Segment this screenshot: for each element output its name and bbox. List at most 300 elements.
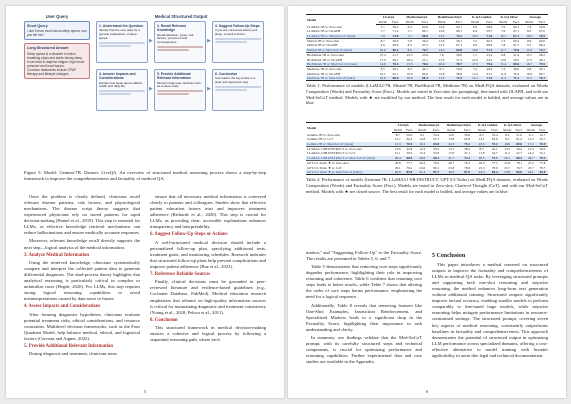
subcolumn-header: Fact. — [405, 127, 413, 132]
table-cell: 67.5 — [422, 43, 428, 48]
figure-step-title: 3. Suggest Follow-Up Steps — [215, 24, 260, 28]
table-cell: 11.2 — [522, 76, 536, 81]
table-cell: 13.6 — [432, 38, 451, 43]
paragraph: Finally, clinical decisions must be grounded in peer-reviewed literature and evidence-based guidelines (e.g., Cochrane Database, PubMed). Medical education research emphasizes that reliance on high-quality information sources is critical for maintaining diagnostic and treatment consistency (Young et al., 2020; Peluca et al., 2011). — [150, 279, 266, 315]
arrow-right-icon: ▶ — [207, 39, 211, 44]
subcolumn-header: Fact. — [510, 19, 522, 24]
table-cell: 49.1 — [390, 67, 402, 72]
figure-step-title: 1. Understand the Question — [99, 24, 144, 28]
figure-query-column — [24, 14, 90, 82]
subcolumn-header: Fact. — [536, 19, 548, 24]
figure-short-query-text: I don't know much about sleep apnea, can you tell me? — [27, 29, 87, 38]
table-cell: 10.9 — [526, 71, 533, 76]
table-cell: 17.5 — [467, 62, 482, 67]
paragraph: Using the retrieved knowledge, clinicians systematically compare and interpret the collected patient data to generate differential diagnoses. The dual-process theory highlights that analytical reasoning is particularly critical in complex or unfamiliar cases (Hegde, 2020). For LLMs, this step requires strong logical reasoning capabilities to avoid misinterpretations caused by data noise or biases. — [24, 259, 140, 302]
table-cell: 10.0 — [467, 48, 482, 53]
table-cell: 38.2 — [460, 146, 475, 151]
table-cell: 50.1 — [536, 67, 548, 72]
table-cell: 73.7 — [536, 48, 548, 53]
column-header: K-QA Silver — [496, 15, 522, 20]
table-cell: 12.6 — [438, 29, 445, 34]
table-cell: 20.4 — [406, 57, 413, 62]
table-cell: 71.2 — [483, 48, 496, 53]
table-cell: 10.6 — [376, 48, 390, 53]
paragraph: A well-structured medical decision should include a personalized follow-up plan, specifying additional tests, treatment goals, and monitoring schedules. Research indicates that structured follow-up plans help prevent complications and improve patient adherence (Buz et al., 2023). — [150, 239, 266, 269]
table-cell: 6.3 — [401, 67, 417, 72]
figure-text-line — [99, 93, 131, 95]
table-cell: 39.0 — [537, 146, 548, 151]
table-cell: 68.4 — [418, 76, 432, 81]
column-header: Model — [306, 15, 376, 25]
table-cell: 10.0 — [401, 76, 417, 81]
table-cell: 79.6 — [483, 62, 496, 67]
table-cell: 29.1 — [394, 165, 401, 170]
model-name-cell: LLaMA2-7B w/ OLAPH — [307, 29, 341, 34]
table-cell: 8.7 — [395, 132, 400, 137]
results-table-2 — [306, 122, 548, 175]
table-cell: 21.7 — [390, 53, 402, 58]
table-cell: 23.3 — [478, 165, 485, 170]
table-cell: 39.4 — [514, 146, 525, 151]
table-cell: 65.8 — [430, 142, 443, 147]
left-page-column-1 — [24, 194, 140, 359]
table-cell: 14.9 — [376, 62, 390, 67]
table-cell: 70.7 — [418, 48, 432, 53]
table-cell: 63.1 — [486, 71, 493, 76]
table-cell: 50.0 — [406, 132, 413, 137]
table-cell: 70.6 — [418, 62, 432, 67]
table-cell: 8.2 — [401, 48, 417, 53]
table-cell: 9.0 — [380, 43, 385, 48]
figure-text-line — [215, 41, 247, 43]
table-cell: 12.0 — [438, 24, 445, 29]
figure-step-text: Mention diagnosis methods such as a sleep study. — [157, 80, 201, 89]
table-cell: 69.1 — [422, 29, 428, 34]
table-cell: 58.2 — [392, 24, 399, 29]
table-cell: 12.1 — [496, 34, 510, 39]
table-cell: 20.9 — [392, 170, 404, 175]
figure-step-title: 6. Conclusion — [215, 72, 238, 76]
figure-text-line — [215, 89, 247, 91]
table-cell: 7.8 — [432, 53, 451, 58]
page-right — [288, 6, 566, 398]
table-cell: 7.9 — [527, 24, 532, 29]
subcolumn-header: Words — [401, 19, 417, 24]
table-cell: 25.8 — [448, 165, 455, 170]
paragraph: This structured framework in medical decision-making ensures a cohesive and logical process by following a sequential reasoning path, where each — [150, 325, 266, 343]
table-cell: 69.1 — [392, 57, 399, 62]
table-cell: 68.6 — [486, 43, 493, 48]
figure-long-answer-line: It can lead to daytime fatigue, high blood pressure and heart issues. — [27, 59, 85, 68]
table-cell: 67.1 — [513, 29, 520, 34]
model-name-cell: LLaMA3-1-8B-INSTRUCT w/ CoT — [307, 151, 356, 156]
table-cell: 63.0 — [491, 137, 498, 142]
table-cell: 17.5 — [526, 57, 533, 62]
table-cell: 8.9 — [522, 38, 536, 43]
table-cell: 15.5 — [401, 62, 417, 67]
paragraph: During diagnosis and treatment, clinicians must — [29, 351, 117, 357]
table-cell: 67.0 — [539, 29, 545, 34]
table-cell: 71.6 — [483, 34, 496, 39]
table-cell: 23.1 — [422, 57, 428, 62]
subcolumn-header: Fact. — [483, 19, 496, 24]
table-cell: 8.1 — [420, 132, 425, 137]
table-cell: 12.8 — [419, 137, 426, 142]
section-heading: 6. Suggest Follow-Up Steps or Actions — [150, 232, 228, 238]
paragraph: This paper introduces a method centered on structured outputs to improve the factuality and comprehensiveness of LLMs in medical QA tasks. By leveraging structured prompts and supporting both one-shot reasoning and stepwise reasoning, the method enhances long-form text generation without additional training. Structured outputs significantly improve factual accuracy, enabling smaller models to perform comparably to fine-tuned large models, while stepwise reasoning helps mitigate performance limitations in resource-constrained settings. The structured prompt, covering seven key aspects of medical reasoning, consistently outperforms baselines in factuality and comprehensiveness. This approach demonstrates the potential of structured output in optimizing LLM performance across specialized domains, offering a cost-effective alternative to model training with broader applicability in areas like legal and technical documentation. — [432, 261, 548, 358]
figure-long-answer-box — [24, 43, 90, 78]
subcolumn-header: Fact. — [537, 127, 548, 132]
section-heading: 5. Provide Additional Relevant Information — [24, 343, 114, 349]
model-name-cell: Gemma-7B w/ Med-SoCoT (Ours) — [306, 142, 392, 147]
table-body — [306, 24, 548, 81]
model-name-cell: Gemma-7B w/ Zero-shot — [307, 132, 341, 137]
figure-long-answer-title: Long Structured Answer — [27, 46, 69, 51]
figure-step-title: 5. Provide Additional Relevant Information — [157, 72, 191, 81]
table-cell: 24.6 — [419, 165, 426, 170]
table-cell: 79.2 — [430, 161, 443, 166]
table-cell: 55.6 — [433, 151, 440, 156]
table-cell: 20.6 — [415, 156, 430, 161]
model-name-cell: Mistral-7B w/ Med-SoCoT (Ours) — [306, 48, 376, 53]
table-cell: 73.2 — [451, 34, 467, 39]
table-cell: 7.4 — [467, 67, 482, 72]
subcolumn-header: Words — [496, 19, 510, 24]
subcolumn-header: Words — [475, 127, 489, 132]
table-cell: 68.4 — [514, 156, 525, 161]
table-cell: 42.8 — [404, 146, 415, 151]
table-cell: 12.1 — [467, 76, 482, 81]
table-cell: 60.4 — [406, 137, 413, 142]
section-heading: 3. Analyze Medical Information — [24, 252, 90, 258]
table-cell: 13.8 — [478, 151, 485, 156]
table-cell: 74.8 — [390, 34, 402, 39]
table-cell: 54.7 — [491, 151, 498, 156]
table-cell: 26.3 — [475, 161, 489, 166]
table-cell: 84.4 — [489, 170, 501, 175]
table-cell: 8.2 — [505, 132, 510, 137]
figure-step-6 — [212, 69, 264, 111]
table-cell: 73.1 — [489, 142, 501, 147]
table-cell: 10.1 — [415, 142, 430, 147]
table-cell: 20.7 — [525, 156, 537, 161]
figure-text-line — [157, 46, 203, 48]
table-row — [306, 76, 548, 81]
model-name-cell: GPT-3.5-Turbo ★ w/ Zero-shot — [306, 161, 392, 166]
table-cell: 60.0 — [536, 38, 548, 43]
table-cell: 70.6 — [510, 48, 522, 53]
table-cell: 78.7 — [451, 62, 467, 67]
table-cell: 45.1 — [489, 146, 501, 151]
table-cell: 13.9 — [448, 137, 455, 142]
table-cell: 13.5 — [438, 43, 445, 48]
figure-structured-reasoning — [24, 14, 266, 168]
table-cell: 8.3 — [527, 29, 532, 34]
table-cell: 53.4 — [491, 132, 498, 137]
table-cell: 56.4 — [418, 38, 432, 43]
table-cell: 13.1 — [478, 137, 485, 142]
figure-long-answer-line: Sleep apnea is a disorder in which breathing stops and starts during sleep. — [27, 51, 83, 60]
table-row — [306, 170, 548, 175]
subcolumn-header: Fact. — [451, 19, 467, 24]
table-cell: 23.9 — [418, 53, 432, 58]
figure-long-answer-line: Common treatments include CPAP therapy and lifestyle changes. — [27, 67, 77, 76]
table-cell: 85.0 — [404, 170, 415, 175]
table-cell: 8.5 — [475, 146, 489, 151]
table-cell: 25.7 — [527, 165, 534, 170]
table-cell: 78.7 — [539, 165, 546, 170]
column-header: HealthSearchQA — [432, 15, 467, 20]
table-cell: 27.4 — [376, 53, 390, 58]
table-cell: 69.8 — [451, 48, 467, 53]
table-cell: 8.3 — [407, 43, 412, 48]
table-cell: 56.5 — [513, 57, 520, 62]
table-cell: 23.4 — [483, 53, 496, 58]
model-name-cell: Gemma-7B w/ CoT — [307, 137, 334, 142]
column-header: LiveQA — [376, 15, 402, 20]
model-name-cell: Mistral-7B w/ Zero-shot — [306, 38, 376, 43]
figure-step-text: Recall definition, types, risk factors, symptoms and consequences. — [157, 32, 194, 44]
figure-mso-heading: Medical Structured Output — [154, 14, 208, 19]
paragraph: Additionally, Table 8 reveals that removing features like One-Shot Examples, Instruction Reinforcement, and Specialized Markers leads to a significant drop in the Factuality Score, highlighting their importance in task understanding and clarity. — [306, 302, 422, 332]
table-cell: 80.6 — [510, 62, 522, 67]
model-name-cell: LLaMA2-7B w/ Med-SoCoT (Ours) — [306, 34, 376, 39]
table-cell: 7.3 — [496, 38, 510, 43]
figure-mso-column — [96, 14, 266, 125]
model-name-cell: BioMistral-7B w/ Zero-shot — [306, 53, 376, 58]
table-cell: 11.6 — [472, 71, 478, 76]
column-header: Model — [306, 123, 392, 133]
table-cell: 16.7 — [522, 62, 536, 67]
table-cell: 13.9 — [500, 57, 507, 62]
figure-short-query-title: Short Query — [27, 24, 48, 28]
paragraph: mation," and "Suggesting Follow-Up" to the Factuality Score. The results are presented in Tables 5, 6, and 7. — [306, 250, 422, 262]
section-heading: 8. Conclusion — [150, 317, 178, 323]
arrow-right-icon: ▶ — [149, 87, 153, 92]
table-cell: 10.0 — [406, 71, 413, 76]
figure-step-2 — [154, 21, 206, 63]
table-cell: 77.5 — [489, 161, 501, 166]
figure-query-heading: User Query — [45, 14, 69, 19]
table-header-row — [306, 123, 548, 128]
table-cell: 74.1 — [460, 156, 475, 161]
figure-step-title: 4. Answer Impacts and Considerations — [99, 72, 136, 81]
table-cell: 72.1 — [489, 156, 501, 161]
column-header: Average — [525, 123, 548, 128]
table-cell: 15.4 — [496, 62, 510, 67]
subcolumn-header: Words — [467, 19, 482, 24]
table-cell: 11.9 — [432, 76, 451, 81]
subcolumn-header: Words — [376, 19, 390, 24]
table-cell: 21.3 — [415, 170, 430, 175]
table-cell: 70.9 — [404, 142, 415, 147]
paragraph: In summary, our findings validate that the Med-SoCoT prompt, with its carefully structured steps and technical components, is crucial for optimizing performance and reasoning capabilities. Further experimental data and case studies are available in the Appendix. — [306, 334, 422, 365]
model-name-cell: GPT-3.5-Turbo ★ w/ Med-SoCoT (Ours) — [306, 170, 392, 175]
table-cell: 7.7 — [380, 29, 385, 34]
table-cell: 78.8 — [464, 165, 471, 170]
table-cell: 25.5 — [401, 53, 417, 58]
table-cell: 66.9 — [392, 43, 399, 48]
figure-step-3 — [212, 21, 264, 63]
table-cell: 70.3 — [536, 76, 548, 81]
arrow-right-icon: ▶ — [207, 87, 211, 92]
figure-short-query-box — [24, 21, 90, 40]
table-cell: 70.3 — [537, 156, 548, 161]
subcolumn-header: Words — [415, 127, 430, 132]
table-cell: 62.1 — [392, 71, 399, 76]
table-cell: 13.3 — [501, 146, 514, 151]
table-cell: 7.2 — [467, 38, 482, 43]
figure-text-line — [99, 42, 145, 44]
table-cell: 30.3 — [443, 170, 460, 175]
table-cell: 28.7 — [443, 161, 460, 166]
table-cell: 75.2 — [460, 142, 475, 147]
table-cell: 7.9 — [376, 34, 390, 39]
table-cell: 22.3 — [443, 142, 460, 147]
figure-text-line — [215, 38, 261, 40]
table-2-caption: Table 2: Performance of models (Gemma-7B, LLaMA3.1-8B-INSTRUCT, GPT-3.5-Turbo) on MedLFQA datasets, evaluated on Words Composition (Words) and Factuality Score (Fact.). Models are tested in Zero-shot, Chain-of-Thought (CoT), and with our Med-SoCoT method. Models with ★ are closed source. The best result for each model is bolded, and average values are in blue. — [306, 177, 548, 194]
table-header-row — [306, 15, 548, 20]
table-cell: 10.8 — [438, 71, 445, 76]
table-cell: 52.4 — [433, 132, 440, 137]
column-header: MedicationQA — [415, 123, 443, 128]
figure-step-1 — [96, 21, 148, 63]
page-number-left: 5 — [143, 389, 147, 394]
table-cell: 10.6 — [376, 76, 390, 81]
table-cell: 72.4 — [451, 76, 467, 81]
table-cell: 10.1 — [379, 71, 386, 76]
table-1 — [306, 14, 548, 106]
subcolumn-header: Words — [443, 127, 460, 132]
results-table-1 — [306, 14, 548, 81]
table-cell: 16.0 — [501, 142, 514, 147]
table-cell: 14.2 — [527, 151, 534, 156]
arrow-right-icon: ▶ — [149, 39, 153, 44]
model-name-cell: GPT-3.5-Turbo ★ w/ CoT — [307, 165, 342, 170]
table-cell: 7.9 — [501, 29, 506, 34]
subcolumn-header: Fact. — [418, 19, 432, 24]
table-cell: 49.6 — [483, 67, 496, 72]
table-cell: 62.7 — [539, 137, 546, 142]
table-cell: 9.1 — [527, 43, 532, 48]
table-cell: 56.9 — [464, 132, 471, 137]
table-cell: 21.7 — [443, 156, 460, 161]
figure-caption: Figure 5: Model: Gemma-7B, Dataset: LiveQA. An overview of structured medical reasoning process shows a step-by-step framework to improve the comprehensiveness and factuality of medical QA. — [24, 170, 266, 181]
table-cell: 7.3 — [496, 67, 510, 72]
table-cell: 13.2 — [432, 34, 451, 39]
table-cell: 0.8 — [496, 53, 510, 58]
table-cell: 68.1 — [456, 29, 462, 34]
subcolumn-header: Words — [522, 19, 536, 24]
table-cell: 48.0 — [510, 67, 522, 72]
table-cell: 13.9 — [392, 146, 404, 151]
figure-text-line — [157, 93, 189, 95]
table-cell: 11.0 — [522, 48, 536, 53]
table-cell: 10.5 — [467, 34, 482, 39]
table-cell: 59.0 — [390, 38, 402, 43]
paragraph: Once the problem is clearly defined, clinicians recall relevant disease patterns, risk factors, and physiological mechanisms. The disease script theory suggests that experienced physicians rely on stored patterns for rapid decision-making (Hamel et al., 2019). This step is essential for LLMs, as effective knowledge retrieval mechanisms can reduce hallucinations and ensure medically accurate responses. — [24, 194, 140, 236]
column-header: MedicationQA — [401, 15, 432, 20]
subcolumn-header: Words — [525, 127, 537, 132]
table-cell: 6.9 — [472, 24, 478, 29]
figure-text-line — [157, 90, 203, 92]
subcolumn-header: Words — [501, 127, 514, 132]
table-cell: 20.4 — [392, 156, 404, 161]
table-cell: 70.3 — [390, 62, 402, 67]
figure-text-line — [99, 45, 131, 47]
table-cell: 66.4 — [539, 43, 545, 48]
figure-step-title: 2. Recall Relevant Knowledge — [157, 24, 186, 33]
table-cell: 7.1 — [401, 34, 417, 39]
table-cell: 52.7 — [539, 132, 546, 137]
model-name-cell: Meditron-7B w/ OLAPH — [307, 71, 341, 76]
model-name-cell: LLaMA3-1-8B-INSTRUCT w/ Zero-shot — [306, 146, 392, 151]
column-header: K-QA Golden — [467, 15, 496, 20]
table-cell: 21.9 — [510, 53, 522, 58]
table-cell: 58.0 — [486, 24, 493, 29]
table-cell: 12.3 — [525, 146, 537, 151]
table-cell: 71.2 — [510, 76, 522, 81]
table-cell: 25.8 — [501, 161, 514, 166]
right-page-column-2 — [432, 250, 548, 361]
table-cell: 70.9 — [536, 34, 548, 39]
subcolumn-header: Fact. — [430, 127, 443, 132]
table-cell: 60.7 — [539, 71, 545, 76]
table-cell: 47.1 — [464, 151, 471, 156]
table-cell: 77.8 — [537, 161, 548, 166]
table-cell: 6.8 — [522, 67, 536, 72]
table-cell: 7.1 — [407, 29, 412, 34]
table-cell: 22.3 — [475, 142, 489, 147]
table-cell: 28.2 — [536, 53, 548, 58]
table-cell: 59.7 — [486, 29, 493, 34]
table-cell: 76.7 — [516, 165, 522, 170]
table-cell: 68.1 — [430, 156, 443, 161]
table-cell: 58.8 — [456, 71, 462, 76]
table-cell: 7.1 — [380, 24, 385, 29]
table-1-caption: Table 1: Performance of models (LLaMA2-7B, Mistral-7B, BioMistral-7B, Meditron-7B) on MedLFQA datasets, evaluated on Words Composition (Words) and Factuality Score (Fact.). Models are tested in Zero-shot (no prompting), fine-tuned with OLAPH, and with our Med-SoCoT method. Models with ★ are modified by our method. The best result for each model is bolded, and average values are in blue. — [306, 83, 548, 106]
table-cell: 50.6 — [406, 151, 413, 156]
subcolumn-header: Words — [432, 19, 451, 24]
table-cell: 70.9 — [537, 142, 548, 147]
table-cell: 7.8 — [401, 38, 417, 43]
paragraph: ensure that all necessary medical information is conveyed clearly to patients and colleagues. Studies show that effective patient education fosters trust and improves treatment adherence (Richards et al., 2020). This step is crucial for LLMs, as providing clear, accessible explanations enhances transparency and interpretability. — [150, 194, 266, 230]
table-cell: 17.9 — [379, 57, 386, 62]
table-2 — [306, 122, 548, 194]
table-cell: 65.7 — [433, 137, 440, 142]
page-left — [6, 6, 284, 398]
table-cell: 87.0 — [460, 170, 475, 175]
table-cell: 71.2 — [392, 29, 399, 34]
table-cell: 6.5 — [376, 67, 390, 72]
subcolumn-header: Fact. — [460, 127, 475, 132]
subcolumn-header: Fact. — [514, 127, 525, 132]
table-cell: 66.3 — [483, 38, 496, 43]
table-cell: 79.2 — [406, 165, 413, 170]
subcolumn-header: Fact. — [390, 19, 402, 24]
column-header: HealthSearchQA — [443, 123, 475, 128]
table-cell: 15.3 — [392, 142, 404, 147]
table-cell: 11.7 — [496, 48, 510, 53]
figure-step-text: Identify that the user asks for a general explanation of sleep apnea. — [99, 28, 141, 40]
table-cell: 71.5 — [483, 76, 496, 81]
table-cell: 20.1 — [501, 156, 514, 161]
table-cell: 69.6 — [514, 142, 525, 147]
table-cell: 12.0 — [448, 132, 455, 137]
table-cell: 62.1 — [456, 24, 462, 29]
table-cell: 20.5 — [475, 156, 489, 161]
table-cell: 52.1 — [539, 151, 546, 156]
